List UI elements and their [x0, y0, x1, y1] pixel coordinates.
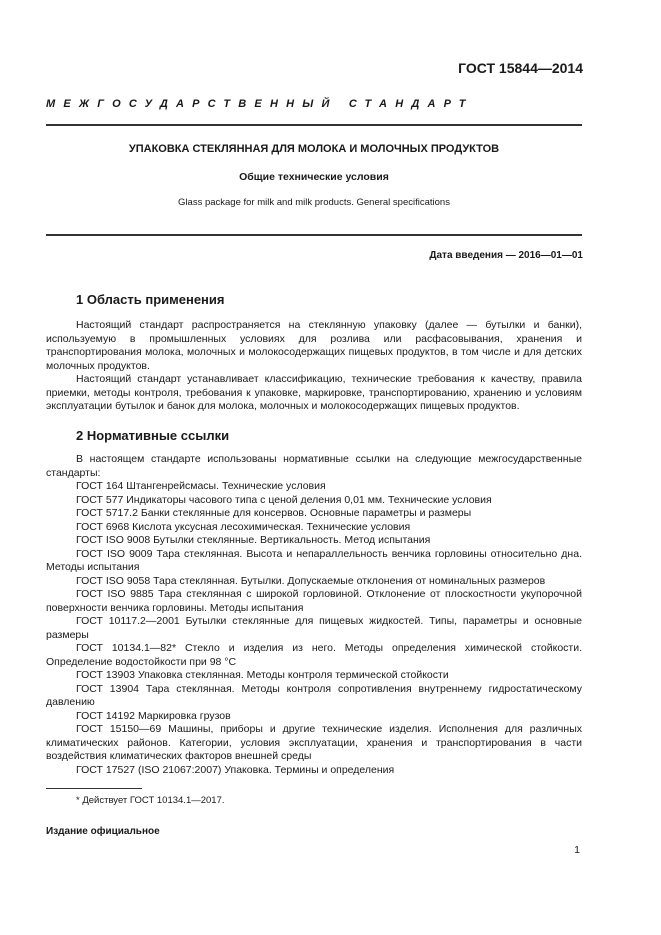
section-1-paragraph: Настоящий стандарт устанавливает классификацию, технические требования к качеству, правила приемки, методы контроля, требования к упаковке, маркировке, транспортированию, хранению и условиям эксплуатации бутылок и банок для молока, молочных и молокосодержащих пищевых продуктов. — [46, 373, 582, 412]
normative-references-list — [46, 480, 582, 777]
reference-item: ГОСТ 13904 Тара стеклянная. Методы контроля сопротивления внутреннему гидростатическому давлению — [46, 682, 582, 708]
reference-item: ГОСТ 6968 Кислота уксусная лесохимическая. Технические условия — [76, 520, 411, 533]
section-2-heading: 2 Нормативные ссылки — [76, 428, 230, 443]
reference-item: ГОСТ 5717.2 Банки стеклянные для консервов. Основные параметры и размеры — [76, 507, 472, 519]
header-rule — [46, 124, 582, 126]
reference-item: ГОСТ ISO 9009 Тара стеклянная. Высота и непараллельность венчика горловины относительно дна. Методы испытания — [46, 547, 582, 573]
introduction-date: Дата введения — 2016—01—01 — [429, 250, 583, 261]
reference-item: ГОСТ ISO 9058 Тара стеклянная. Бутылки. Допускаемые отклонения от номинальных размеров — [76, 574, 546, 587]
footnote-rule — [46, 788, 142, 789]
document-title: УПАКОВКА СТЕКЛЯННАЯ ДЛЯ МОЛОКА И МОЛОЧНЫХ ПРОДУКТОВ — [128, 143, 500, 155]
english-title: Glass package for milk and milk products. General specifications — [178, 197, 450, 208]
page-number: 1 — [574, 844, 580, 856]
footnote: * Действует ГОСТ 10134.1—2017. — [76, 795, 225, 806]
standard-type-banner: МЕЖГОСУДАРСТВЕННЫЙ СТАНДАРТ — [46, 98, 474, 110]
reference-item: ГОСТ 10117.2—2001 Бутылки стеклянные для пищевых жидкостей. Типы, параметры и основные размеры — [46, 615, 582, 641]
official-edition-label: Издание официальное — [46, 826, 160, 837]
title-rule — [46, 234, 582, 236]
reference-item: ГОСТ 577 Индикаторы часового типа с ценой деления 0,01 мм. Технические условия — [76, 493, 492, 506]
section-2-intro: В настоящем стандарте использованы нормативные ссылки на следующие межгосударственные стандарты: — [46, 453, 582, 479]
reference-item: ГОСТ ISO 9885 Тара стеклянная с широкой горловиной. Отклонение от плоскостности укупорочной поверхности венчика горловины. Методы испытания — [46, 588, 582, 614]
reference-item: ГОСТ 15150—69 Машины, приборы и другие технические изделия. Исполнения для различных климатических районов. Категории, условия эксплуатации, хранения и транспортирования в части воздействия климатических факторов внешней среды — [46, 723, 582, 762]
reference-item: ГОСТ ISO 9008 Бутылки стеклянные. Вертикальность. Метод испытания — [76, 534, 431, 546]
document-subtitle: Общие технические условия — [239, 171, 389, 183]
document-number: ГОСТ 15844—2014 — [458, 60, 583, 76]
reference-item: ГОСТ 13903 Упаковка стеклянная. Методы контроля термической стойкости — [76, 669, 449, 681]
reference-item: ГОСТ 164 Штангенрейсмасы. Технические условия — [76, 480, 326, 492]
reference-item: ГОСТ 17527 (ISO 21067:2007) Упаковка. Термины и определения — [76, 763, 395, 776]
section-1-paragraph: Настоящий стандарт распространяется на стеклянную упаковку (далее — бутылки и банки), используемую в промышленных условиях для розлива или расфасовывания, хранения и транспортирования молока, молочных и молокосодержащих пищевых продуктов, в том числе и для детских молочных продуктов. — [46, 319, 582, 372]
section-1-heading: 1 Область применения — [76, 292, 225, 307]
reference-item: ГОСТ 10134.1—82* Стекло и изделия из него. Методы определения химической стойкости. Определение водостойкости при 98 °С — [46, 642, 582, 668]
reference-item: ГОСТ 14192 Маркировка грузов — [76, 709, 231, 722]
